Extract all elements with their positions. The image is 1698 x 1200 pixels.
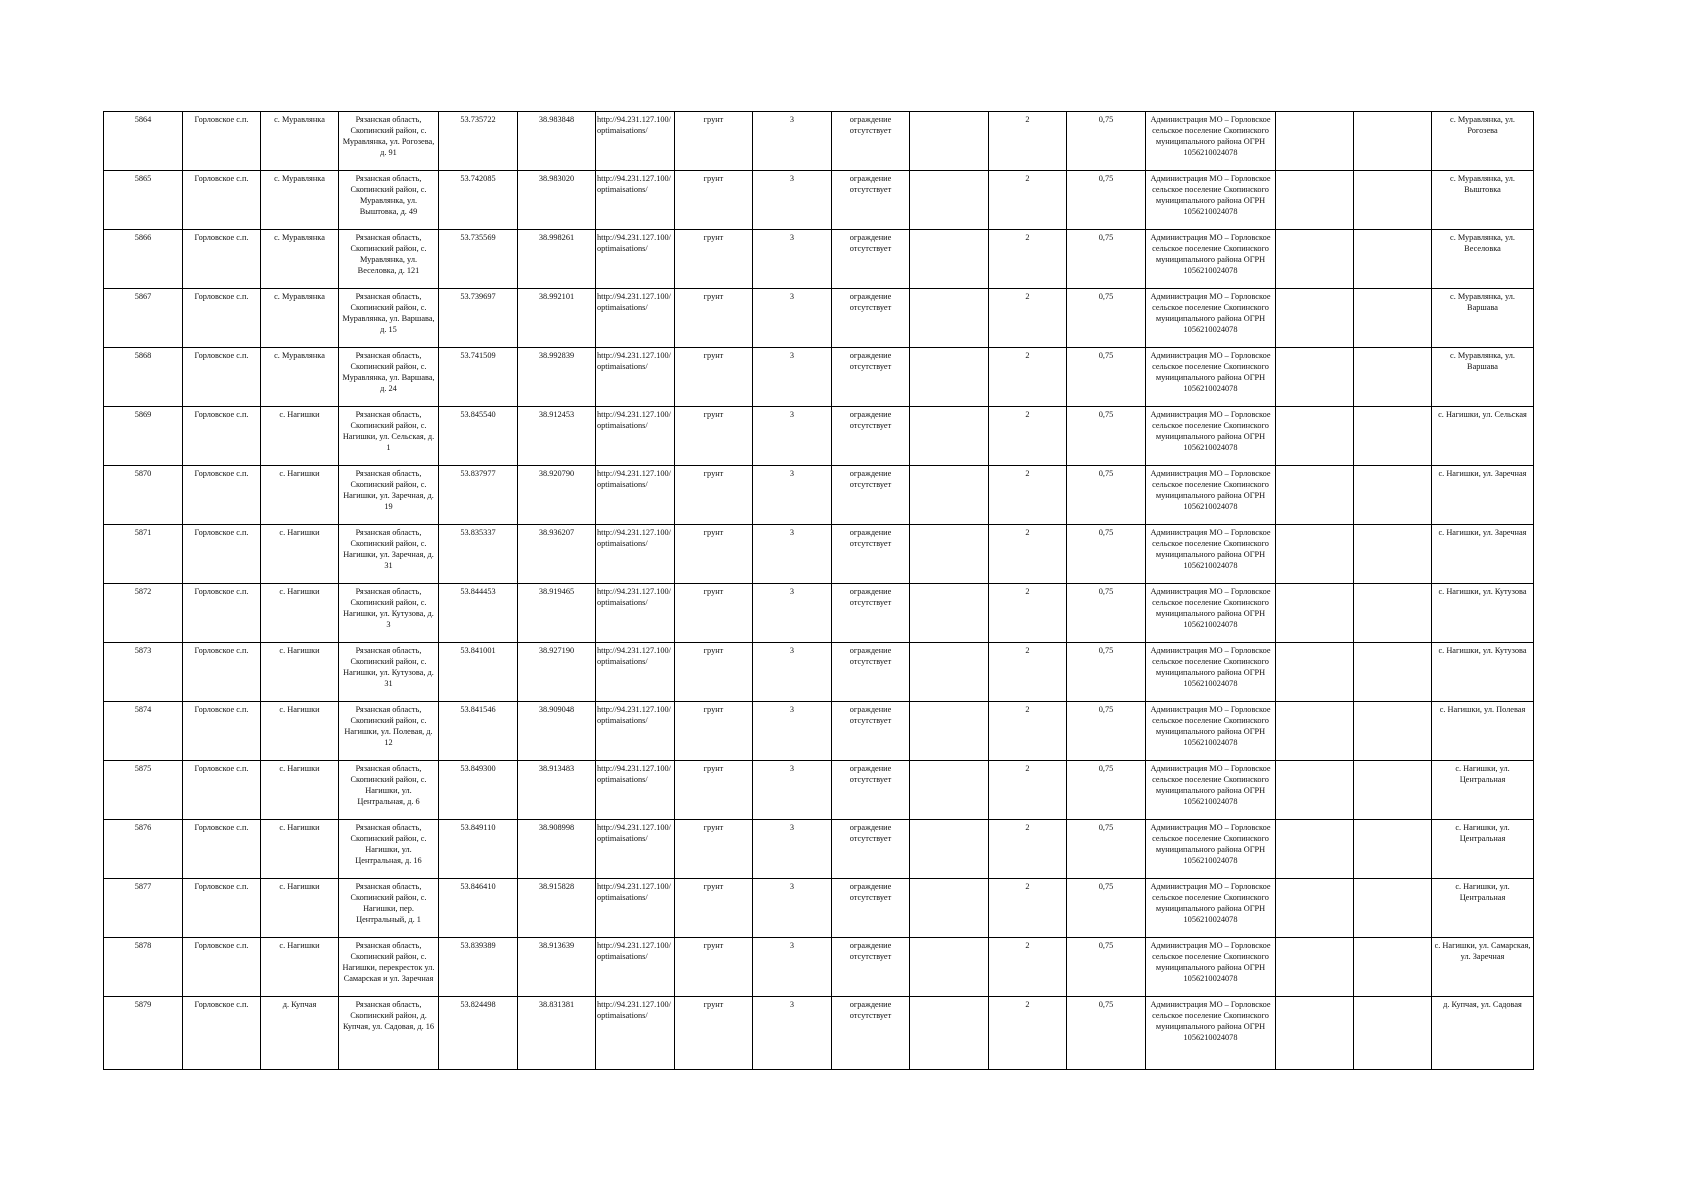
surface-cell: грунт (675, 643, 753, 702)
row-number-cell: 5878 (104, 938, 183, 997)
empty-cell (1354, 407, 1432, 466)
fence-cell: ограждение отсутствует (832, 938, 910, 997)
containers-cell: 2 (989, 938, 1067, 997)
volume-cell: 0,75 (1067, 289, 1146, 348)
empty-cell (1354, 525, 1432, 584)
address-cell: Рязанская область, Скопинский район, с. Нагишки, ул. Сельская, д. 1 (339, 407, 439, 466)
area-cell: 3 (753, 466, 832, 525)
row-number-cell: 5872 (104, 584, 183, 643)
surface-cell: грунт (675, 525, 753, 584)
area-cell: 3 (753, 407, 832, 466)
row-number-cell: 5879 (104, 997, 183, 1070)
longitude-cell: 38.998261 (518, 230, 596, 289)
extra-cell (910, 820, 989, 879)
empty-cell (1354, 938, 1432, 997)
locality-cell: с. Нагишки (261, 702, 339, 761)
area-cell: 3 (753, 584, 832, 643)
row-number-cell: 5869 (104, 407, 183, 466)
address-cell: Рязанская область, Скопинский район, с. Муравлянка, ул. Варшава, д. 24 (339, 348, 439, 407)
locality-cell: с. Нагишки (261, 938, 339, 997)
served-area-cell: с. Нагишки, ул. Заречная (1432, 466, 1534, 525)
surface-cell: грунт (675, 761, 753, 820)
surface-cell: грунт (675, 702, 753, 761)
volume-cell: 0,75 (1067, 466, 1146, 525)
containers-cell: 2 (989, 525, 1067, 584)
empty-cell (1276, 525, 1354, 584)
table-row (104, 230, 1534, 289)
address-cell: Рязанская область, Скопинский район, с. Муравлянка, ул. Рогозева, д. 91 (339, 112, 439, 171)
empty-cell (1354, 348, 1432, 407)
owner-cell: Администрация МО – Горловское сельское поселение Скопинского муниципального района ОГРН 1056210024078 (1146, 879, 1276, 938)
served-area-cell: д. Купчая, ул. Садовая (1432, 997, 1534, 1070)
settlement-cell: Горловское с.п. (183, 407, 261, 466)
owner-cell: Администрация МО – Горловское сельское поселение Скопинского муниципального района ОГРН 1056210024078 (1146, 112, 1276, 171)
locality-cell: с. Нагишки (261, 525, 339, 584)
surface-cell: грунт (675, 820, 753, 879)
fence-cell: ограждение отсутствует (832, 112, 910, 171)
empty-cell (1276, 643, 1354, 702)
volume-cell: 0,75 (1067, 820, 1146, 879)
extra-cell (910, 407, 989, 466)
volume-cell: 0,75 (1067, 407, 1146, 466)
settlement-cell: Горловское с.п. (183, 761, 261, 820)
table-row (104, 879, 1534, 938)
containers-cell: 2 (989, 348, 1067, 407)
table-row (104, 584, 1534, 643)
owner-cell: Администрация МО – Горловское сельское поселение Скопинского муниципального района ОГРН 1056210024078 (1146, 584, 1276, 643)
latitude-cell: 53.837977 (439, 466, 518, 525)
fence-cell: ограждение отсутствует (832, 171, 910, 230)
empty-cell (1354, 820, 1432, 879)
containers-cell: 2 (989, 171, 1067, 230)
latitude-cell: 53.844453 (439, 584, 518, 643)
area-cell: 3 (753, 820, 832, 879)
latitude-cell: 53.735722 (439, 112, 518, 171)
area-cell: 3 (753, 938, 832, 997)
link-cell: http://94.231.127.100/optimaisations/ (596, 230, 675, 289)
volume-cell: 0,75 (1067, 584, 1146, 643)
area-cell: 3 (753, 171, 832, 230)
volume-cell: 0,75 (1067, 879, 1146, 938)
address-cell: Рязанская область, Скопинский район, с. Нагишки, ул. Кутузова, д. 3 (339, 584, 439, 643)
owner-cell: Администрация МО – Горловское сельское поселение Скопинского муниципального района ОГРН 1056210024078 (1146, 997, 1276, 1070)
owner-cell: Администрация МО – Горловское сельское поселение Скопинского муниципального района ОГРН 1056210024078 (1146, 466, 1276, 525)
owner-cell: Администрация МО – Горловское сельское поселение Скопинского муниципального района ОГРН 1056210024078 (1146, 702, 1276, 761)
containers-cell: 2 (989, 466, 1067, 525)
owner-cell: Администрация МО – Горловское сельское поселение Скопинского муниципального района ОГРН 1056210024078 (1146, 938, 1276, 997)
served-area-cell: с. Нагишки, ул. Заречная (1432, 525, 1534, 584)
fence-cell: ограждение отсутствует (832, 525, 910, 584)
longitude-cell: 38.927190 (518, 643, 596, 702)
area-cell: 3 (753, 997, 832, 1070)
table-row (104, 820, 1534, 879)
area-cell: 3 (753, 525, 832, 584)
surface-cell: грунт (675, 230, 753, 289)
containers-cell: 2 (989, 879, 1067, 938)
extra-cell (910, 348, 989, 407)
link-cell: http://94.231.127.100/optimaisations/ (596, 938, 675, 997)
empty-cell (1354, 112, 1432, 171)
settlement-cell: Горловское с.п. (183, 525, 261, 584)
surface-cell: грунт (675, 584, 753, 643)
latitude-cell: 53.841546 (439, 702, 518, 761)
longitude-cell: 38.992101 (518, 289, 596, 348)
containers-cell: 2 (989, 230, 1067, 289)
row-number-cell: 5867 (104, 289, 183, 348)
served-area-cell: с. Нагишки, ул. Кутузова (1432, 584, 1534, 643)
volume-cell: 0,75 (1067, 525, 1146, 584)
served-area-cell: с. Муравлянка, ул. Варшава (1432, 348, 1534, 407)
extra-cell (910, 879, 989, 938)
surface-cell: грунт (675, 407, 753, 466)
link-cell: http://94.231.127.100/optimaisations/ (596, 997, 675, 1070)
address-cell: Рязанская область, Скопинский район, с. Муравлянка, ул. Веселовка, д. 121 (339, 230, 439, 289)
fence-cell: ограждение отсутствует (832, 466, 910, 525)
settlement-cell: Горловское с.п. (183, 643, 261, 702)
longitude-cell: 38.983848 (518, 112, 596, 171)
surface-cell: грунт (675, 938, 753, 997)
extra-cell (910, 938, 989, 997)
volume-cell: 0,75 (1067, 702, 1146, 761)
fence-cell: ограждение отсутствует (832, 820, 910, 879)
volume-cell: 0,75 (1067, 938, 1146, 997)
settlement-cell: Горловское с.п. (183, 348, 261, 407)
settlement-cell: Горловское с.п. (183, 997, 261, 1070)
longitude-cell: 38.919465 (518, 584, 596, 643)
extra-cell (910, 112, 989, 171)
address-cell: Рязанская область, Скопинский район, с. Нагишки, ул. Кутузова, д. 31 (339, 643, 439, 702)
link-cell: http://94.231.127.100/optimaisations/ (596, 466, 675, 525)
empty-cell (1276, 230, 1354, 289)
extra-cell (910, 761, 989, 820)
fence-cell: ограждение отсутствует (832, 643, 910, 702)
area-cell: 3 (753, 112, 832, 171)
volume-cell: 0,75 (1067, 348, 1146, 407)
address-cell: Рязанская область, Скопинский район, с. Нагишки, ул. Полевая, д. 12 (339, 702, 439, 761)
address-cell: Рязанская область, Скопинский район, с. Нагишки, ул. Центральная, д. 16 (339, 820, 439, 879)
row-number-cell: 5874 (104, 702, 183, 761)
volume-cell: 0,75 (1067, 761, 1146, 820)
owner-cell: Администрация МО – Горловское сельское поселение Скопинского муниципального района ОГРН 1056210024078 (1146, 525, 1276, 584)
locality-cell: с. Муравлянка (261, 230, 339, 289)
containers-cell: 2 (989, 820, 1067, 879)
latitude-cell: 53.835337 (439, 525, 518, 584)
table-row (104, 702, 1534, 761)
locality-cell: с. Нагишки (261, 466, 339, 525)
address-cell: Рязанская область, Скопинский район, с. Нагишки, перекресток ул. Самарская и ул. Заречная (339, 938, 439, 997)
served-area-cell: с. Нагишки, ул. Центральная (1432, 761, 1534, 820)
row-number-cell: 5873 (104, 643, 183, 702)
empty-cell (1354, 289, 1432, 348)
longitude-cell: 38.915828 (518, 879, 596, 938)
area-cell: 3 (753, 702, 832, 761)
table-row (104, 407, 1534, 466)
area-cell: 3 (753, 879, 832, 938)
empty-cell (1354, 702, 1432, 761)
containers-cell: 2 (989, 112, 1067, 171)
fence-cell: ограждение отсутствует (832, 702, 910, 761)
extra-cell (910, 230, 989, 289)
empty-cell (1354, 171, 1432, 230)
extra-cell (910, 466, 989, 525)
row-number-cell: 5864 (104, 112, 183, 171)
served-area-cell: с. Нагишки, ул. Полевая (1432, 702, 1534, 761)
empty-cell (1276, 820, 1354, 879)
fence-cell: ограждение отсутствует (832, 407, 910, 466)
address-cell: Рязанская область, Скопинский район, с. Нагишки, ул. Заречная, д. 19 (339, 466, 439, 525)
locality-cell: с. Нагишки (261, 584, 339, 643)
address-cell: Рязанская область, Скопинский район, с. Муравлянка, ул. Выштовка, д. 49 (339, 171, 439, 230)
containers-cell: 2 (989, 584, 1067, 643)
locality-cell: с. Муравлянка (261, 112, 339, 171)
surface-cell: грунт (675, 112, 753, 171)
owner-cell: Администрация МО – Горловское сельское поселение Скопинского муниципального района ОГРН 1056210024078 (1146, 230, 1276, 289)
served-area-cell: с. Нагишки, ул. Самарская, ул. Заречная (1432, 938, 1534, 997)
fence-cell: ограждение отсутствует (832, 230, 910, 289)
containers-cell: 2 (989, 761, 1067, 820)
served-area-cell: с. Нагишки, ул. Сельская (1432, 407, 1534, 466)
address-cell: Рязанская область, Скопинский район, с. Нагишки, пер. Центральный, д. 1 (339, 879, 439, 938)
empty-cell (1276, 348, 1354, 407)
served-area-cell: с. Муравлянка, ул. Рогозева (1432, 112, 1534, 171)
latitude-cell: 53.742085 (439, 171, 518, 230)
longitude-cell: 38.992839 (518, 348, 596, 407)
surface-cell: грунт (675, 879, 753, 938)
extra-cell (910, 997, 989, 1070)
longitude-cell: 38.913483 (518, 761, 596, 820)
fence-cell: ограждение отсутствует (832, 997, 910, 1070)
row-number-cell: 5875 (104, 761, 183, 820)
served-area-cell: с. Нагишки, ул. Центральная (1432, 820, 1534, 879)
locality-cell: с. Муравлянка (261, 171, 339, 230)
link-cell: http://94.231.127.100/optimaisations/ (596, 407, 675, 466)
link-cell: http://94.231.127.100/optimaisations/ (596, 584, 675, 643)
table-row (104, 466, 1534, 525)
containers-cell: 2 (989, 289, 1067, 348)
extra-cell (910, 289, 989, 348)
containers-cell: 2 (989, 643, 1067, 702)
link-cell: http://94.231.127.100/optimaisations/ (596, 643, 675, 702)
empty-cell (1354, 879, 1432, 938)
settlement-cell: Горловское с.п. (183, 112, 261, 171)
latitude-cell: 53.735569 (439, 230, 518, 289)
longitude-cell: 38.831381 (518, 997, 596, 1070)
empty-cell (1276, 112, 1354, 171)
volume-cell: 0,75 (1067, 230, 1146, 289)
area-cell: 3 (753, 761, 832, 820)
fence-cell: ограждение отсутствует (832, 289, 910, 348)
volume-cell: 0,75 (1067, 643, 1146, 702)
area-cell: 3 (753, 348, 832, 407)
empty-cell (1354, 761, 1432, 820)
longitude-cell: 38.909048 (518, 702, 596, 761)
fence-cell: ограждение отсутствует (832, 879, 910, 938)
settlement-cell: Горловское с.п. (183, 938, 261, 997)
owner-cell: Администрация МО – Горловское сельское поселение Скопинского муниципального района ОГРН 1056210024078 (1146, 407, 1276, 466)
containers-cell: 2 (989, 702, 1067, 761)
sites-table (103, 111, 1534, 1070)
area-cell: 3 (753, 230, 832, 289)
longitude-cell: 38.983020 (518, 171, 596, 230)
link-cell: http://94.231.127.100/optimaisations/ (596, 348, 675, 407)
link-cell: http://94.231.127.100/optimaisations/ (596, 879, 675, 938)
served-area-cell: с. Нагишки, ул. Кутузова (1432, 643, 1534, 702)
fence-cell: ограждение отсутствует (832, 761, 910, 820)
extra-cell (910, 702, 989, 761)
area-cell: 3 (753, 643, 832, 702)
extra-cell (910, 525, 989, 584)
owner-cell: Администрация МО – Горловское сельское поселение Скопинского муниципального района ОГРН 1056210024078 (1146, 820, 1276, 879)
owner-cell: Администрация МО – Горловское сельское поселение Скопинского муниципального района ОГРН 1056210024078 (1146, 289, 1276, 348)
served-area-cell: с. Муравлянка, ул. Веселовка (1432, 230, 1534, 289)
containers-cell: 2 (989, 997, 1067, 1070)
empty-cell (1276, 702, 1354, 761)
extra-cell (910, 171, 989, 230)
locality-cell: с. Нагишки (261, 643, 339, 702)
table-row (104, 525, 1534, 584)
table-row (104, 761, 1534, 820)
table-row (104, 997, 1534, 1070)
owner-cell: Администрация МО – Горловское сельское поселение Скопинского муниципального района ОГРН 1056210024078 (1146, 761, 1276, 820)
row-number-cell: 5871 (104, 525, 183, 584)
latitude-cell: 53.739697 (439, 289, 518, 348)
empty-cell (1354, 643, 1432, 702)
empty-cell (1276, 407, 1354, 466)
settlement-cell: Горловское с.п. (183, 289, 261, 348)
area-cell: 3 (753, 289, 832, 348)
settlement-cell: Горловское с.п. (183, 171, 261, 230)
empty-cell (1276, 289, 1354, 348)
empty-cell (1276, 997, 1354, 1070)
link-cell: http://94.231.127.100/optimaisations/ (596, 289, 675, 348)
longitude-cell: 38.913639 (518, 938, 596, 997)
fence-cell: ограждение отсутствует (832, 348, 910, 407)
link-cell: http://94.231.127.100/optimaisations/ (596, 702, 675, 761)
longitude-cell: 38.912453 (518, 407, 596, 466)
table-row (104, 112, 1534, 171)
latitude-cell: 53.846410 (439, 879, 518, 938)
table-row (104, 643, 1534, 702)
empty-cell (1276, 171, 1354, 230)
empty-cell (1276, 938, 1354, 997)
locality-cell: д. Купчая (261, 997, 339, 1070)
empty-cell (1354, 997, 1432, 1070)
settlement-cell: Горловское с.п. (183, 230, 261, 289)
empty-cell (1354, 466, 1432, 525)
containers-cell: 2 (989, 407, 1067, 466)
surface-cell: грунт (675, 289, 753, 348)
row-number-cell: 5868 (104, 348, 183, 407)
settlement-cell: Горловское с.п. (183, 466, 261, 525)
link-cell: http://94.231.127.100/optimaisations/ (596, 525, 675, 584)
served-area-cell: с. Муравлянка, ул. Варшава (1432, 289, 1534, 348)
address-cell: Рязанская область, Скопинский район, с. Нагишки, ул. Центральная, д. 6 (339, 761, 439, 820)
latitude-cell: 53.841001 (439, 643, 518, 702)
address-cell: Рязанская область, Скопинский район, д. Купчая, ул. Садовая, д. 16 (339, 997, 439, 1070)
extra-cell (910, 584, 989, 643)
settlement-cell: Горловское с.п. (183, 879, 261, 938)
settlement-cell: Горловское с.п. (183, 584, 261, 643)
locality-cell: с. Нагишки (261, 761, 339, 820)
row-number-cell: 5877 (104, 879, 183, 938)
row-number-cell: 5865 (104, 171, 183, 230)
longitude-cell: 38.936207 (518, 525, 596, 584)
link-cell: http://94.231.127.100/optimaisations/ (596, 171, 675, 230)
table-row (104, 348, 1534, 407)
surface-cell: грунт (675, 997, 753, 1070)
locality-cell: с. Нагишки (261, 820, 339, 879)
served-area-cell: с. Нагишки, ул. Центральная (1432, 879, 1534, 938)
locality-cell: с. Нагишки (261, 879, 339, 938)
table-body (104, 112, 1534, 1070)
latitude-cell: 53.839389 (439, 938, 518, 997)
settlement-cell: Горловское с.п. (183, 702, 261, 761)
latitude-cell: 53.849300 (439, 761, 518, 820)
address-cell: Рязанская область, Скопинский район, с. Муравлянка, ул. Варшава, д. 15 (339, 289, 439, 348)
link-cell: http://94.231.127.100/optimaisations/ (596, 820, 675, 879)
link-cell: http://94.231.127.100/optimaisations/ (596, 112, 675, 171)
owner-cell: Администрация МО – Горловское сельское поселение Скопинского муниципального района ОГРН 1056210024078 (1146, 348, 1276, 407)
fence-cell: ограждение отсутствует (832, 584, 910, 643)
settlement-cell: Горловское с.п. (183, 820, 261, 879)
extra-cell (910, 643, 989, 702)
table-row (104, 171, 1534, 230)
surface-cell: грунт (675, 171, 753, 230)
table-row (104, 938, 1534, 997)
latitude-cell: 53.845540 (439, 407, 518, 466)
latitude-cell: 53.824498 (439, 997, 518, 1070)
empty-cell (1276, 584, 1354, 643)
volume-cell: 0,75 (1067, 997, 1146, 1070)
empty-cell (1354, 230, 1432, 289)
surface-cell: грунт (675, 466, 753, 525)
longitude-cell: 38.908998 (518, 820, 596, 879)
served-area-cell: с. Муравлянка, ул. Выштовка (1432, 171, 1534, 230)
address-cell: Рязанская область, Скопинский район, с. Нагишки, ул. Заречная, д. 31 (339, 525, 439, 584)
latitude-cell: 53.849110 (439, 820, 518, 879)
locality-cell: с. Нагишки (261, 407, 339, 466)
locality-cell: с. Муравлянка (261, 348, 339, 407)
empty-cell (1276, 761, 1354, 820)
link-cell: http://94.231.127.100/optimaisations/ (596, 761, 675, 820)
row-number-cell: 5870 (104, 466, 183, 525)
longitude-cell: 38.920790 (518, 466, 596, 525)
latitude-cell: 53.741509 (439, 348, 518, 407)
row-number-cell: 5866 (104, 230, 183, 289)
owner-cell: Администрация МО – Горловское сельское поселение Скопинского муниципального района ОГРН 1056210024078 (1146, 643, 1276, 702)
empty-cell (1354, 584, 1432, 643)
owner-cell: Администрация МО – Горловское сельское поселение Скопинского муниципального района ОГРН 1056210024078 (1146, 171, 1276, 230)
locality-cell: с. Муравлянка (261, 289, 339, 348)
volume-cell: 0,75 (1067, 171, 1146, 230)
volume-cell: 0,75 (1067, 112, 1146, 171)
empty-cell (1276, 879, 1354, 938)
empty-cell (1276, 466, 1354, 525)
row-number-cell: 5876 (104, 820, 183, 879)
surface-cell: грунт (675, 348, 753, 407)
table-row (104, 289, 1534, 348)
